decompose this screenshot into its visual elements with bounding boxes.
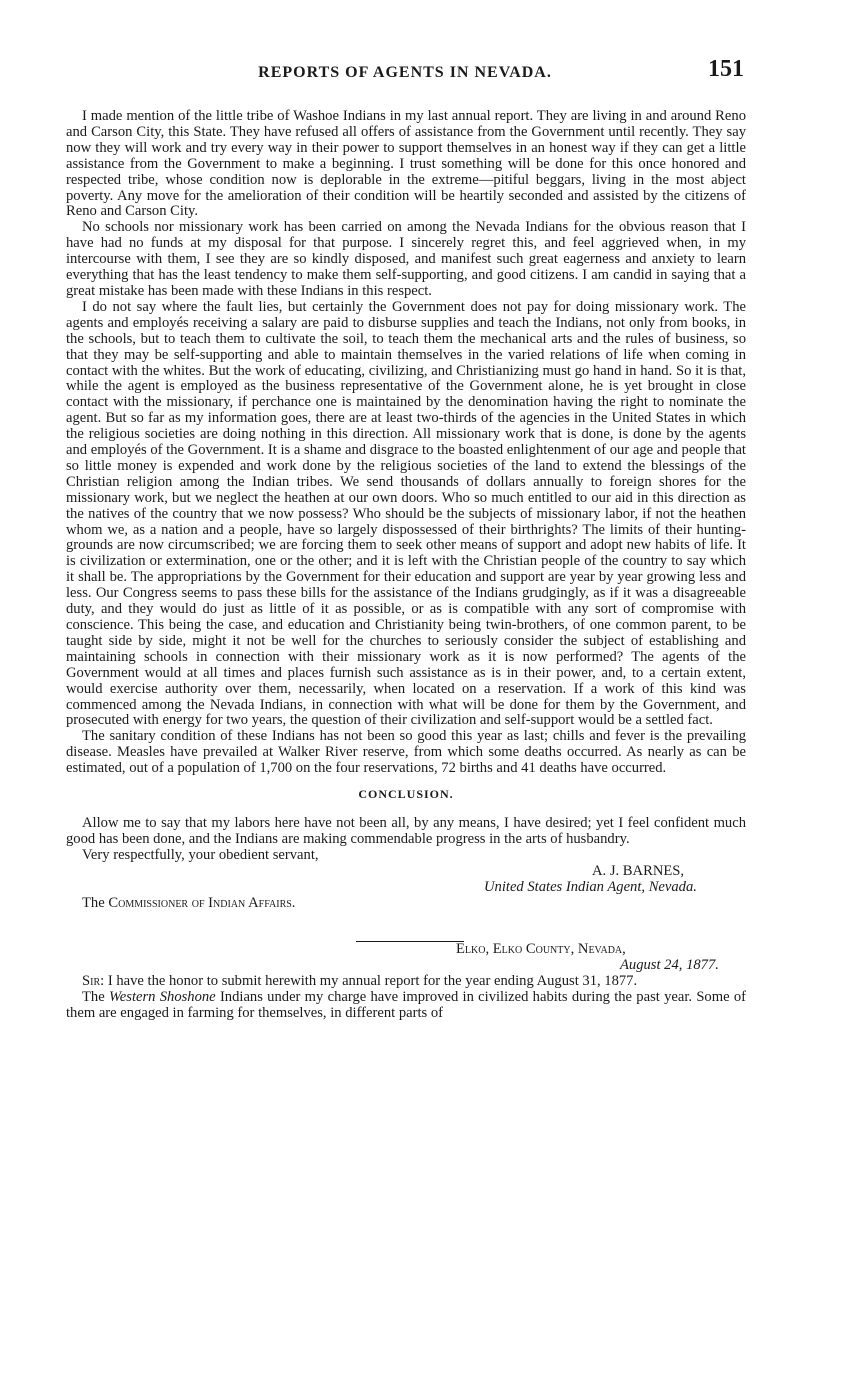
paragraph-missionary: I do not say where the fault lies, but certainly the Government does not pay for doing missionary work. The agents and employés receiving a salary are paid to disburse supplies and teach the Indians, not only from books, in the schools, but to teach them to cultivate the soil, to teach them the mechanical arts and the rules of business, so that they may be self-supporting and able to maintain themselves in the varied relations of life when coming in contact with the whites. But the work of educating, civilizing, and Christianizing must go hand in hand. So it is that, while the agent is employed as the business representative of the Government alone, he is yet brought in close contact with the missionary, if perchance one is maintained by the denomination having the right to nominate the agent. But so far as my information goes, there are at least two-thirds of the agencies in the United States in which the religious societies are doing nothing in this direction. All missionary work that is done, is done by the agents and employés of the Government. It is a shame and disgrace to the boasted enlightenment of our age and people that so little money is expended and work done by the religious societies of the land to extend the blessings of the Christian religion among the Indian tribes. We send thousands of dollars annually to foreign shores for the missionary work, but we neglect the heathen at our own doors. Who so much entitled to our aid in this direction as the natives of the country that we now possess? Who should be the subjects of missionary labor, if not the heathen whom we, as a nation and a people, have so largely dispossessed of their birthrights? The limits of their hunting-grounds are now circumscribed; we are forcing them to seek other means of support and adopt new habits of life. It is civilization or extermination, one or the other; and it is left with the Christian people of the country to say which it shall be. The appropriations by the Government for their education and support are year by year growing less and less. Our Congress seems to pass these bills for the assistance of the Indians grudgingly, as if it was a disagreeable duty, and they would do just as little of it as possible, or as is compatible with any sort of compromise with conscience. This being the case, and education and Christianity being twin-brothers, of one common parent, to be taught side by side, might it not be well for the churches to seriously consider the subject of establishing and maintaining schools in connection with their missionary work as it is now performed? The agents of the Government would at all times and places furnish such assistance as is in their power, and, to a certain extent, would exercise authority over them, necessarily, when located on a reservation. If a work of this kind was commenced among the Nevada Indians, in connection with what will be done for them by the Government, and prosecuted with energy for two years, the question of their civilization and self-support would be a settled fact. bbox=[66, 298, 746, 729]
addressee-prefix: The bbox=[82, 894, 105, 911]
running-head: REPORTS OF AGENTS IN NEVADA. bbox=[258, 64, 552, 81]
closing-line: Very respectfully, your obedient servant, bbox=[82, 846, 319, 863]
paragraph-conclusion: Allow me to say that my labors here have not been all, by any means, I have desired; yet I feel confident much good has been done, and the Indians are making commendable progress in the arts of husbandry. bbox=[66, 814, 746, 847]
paragraph-shoshone bbox=[66, 990, 746, 1022]
shoshone-before: The bbox=[82, 989, 109, 1006]
page-header bbox=[66, 56, 744, 92]
paragraph-sanitary: The sanitary condition of these Indians has not been so good this year as last; chills and fever is the prevailing disease. Measles have prevailed at Walker River reserve, from which some deaths occurred. As nearly as can be estimated, out of a population of 1,700 on the four reservations, 72 births and 41 deaths have occurred. bbox=[66, 728, 746, 777]
dateline-place: Elko, Elko County, Nevada, bbox=[456, 941, 626, 958]
paragraph-washoe: I made mention of the little tribe of Washoe Indians in my last annual report. They are living in and around Reno and Carson City, this State. They have refused all offers of assistance from the Government until recently. They say now they will work and try every way in their power to support themselves in an honest way if they can get a little assistance from the Government to make a beginning. I trust something will be done for this once honored and respected tribe, whose condition now is deplorable in the extreme—pitiful beggars, living in the most abject poverty. Any move for the amelioration of their condition will be heartily seconded and assisted by the citizens of Reno and Carson City. bbox=[66, 108, 746, 220]
section-heading-conclusion: CONCLUSION. bbox=[358, 787, 454, 802]
addressee-name: Commissioner of Indian Affairs. bbox=[108, 894, 296, 911]
salutation: Sir: bbox=[82, 973, 105, 990]
paragraph-schools: No schools nor missionary work has been carried on among the Nevada Indians for the obvious reason that I have had no funds at my disposal for that purpose. I sincerely regret this, and feel aggrieved when, in my intercourse with them, I see they are so kindly disposed, and manifest such great eagerness and anxiety to learn everything that has the least tendency to make them self-supporting, and good citizens. I am candid in saying that a great mistake has been made with these Indians in this respect. bbox=[66, 219, 746, 299]
page-number: 151 bbox=[708, 56, 744, 82]
signature-title: United States Indian Agent, Nevada. bbox=[484, 878, 697, 895]
dateline-date: August 24, 1877. bbox=[620, 957, 719, 974]
signature-name: A. J. BARNES, bbox=[592, 862, 685, 879]
letter-opening bbox=[66, 974, 746, 990]
shoshone-after: Indians under my charge have improved in civilized habits during the past year. Some of them are engaged in farming for themselves, in different parts of bbox=[66, 989, 746, 1022]
body-text bbox=[66, 109, 746, 1022]
opening-text: I have the honor to submit herewith my annual report for the year ending August 31, 1877. bbox=[104, 973, 638, 990]
addressee bbox=[66, 896, 746, 912]
tribe-name: Western Shoshone bbox=[108, 989, 216, 1006]
